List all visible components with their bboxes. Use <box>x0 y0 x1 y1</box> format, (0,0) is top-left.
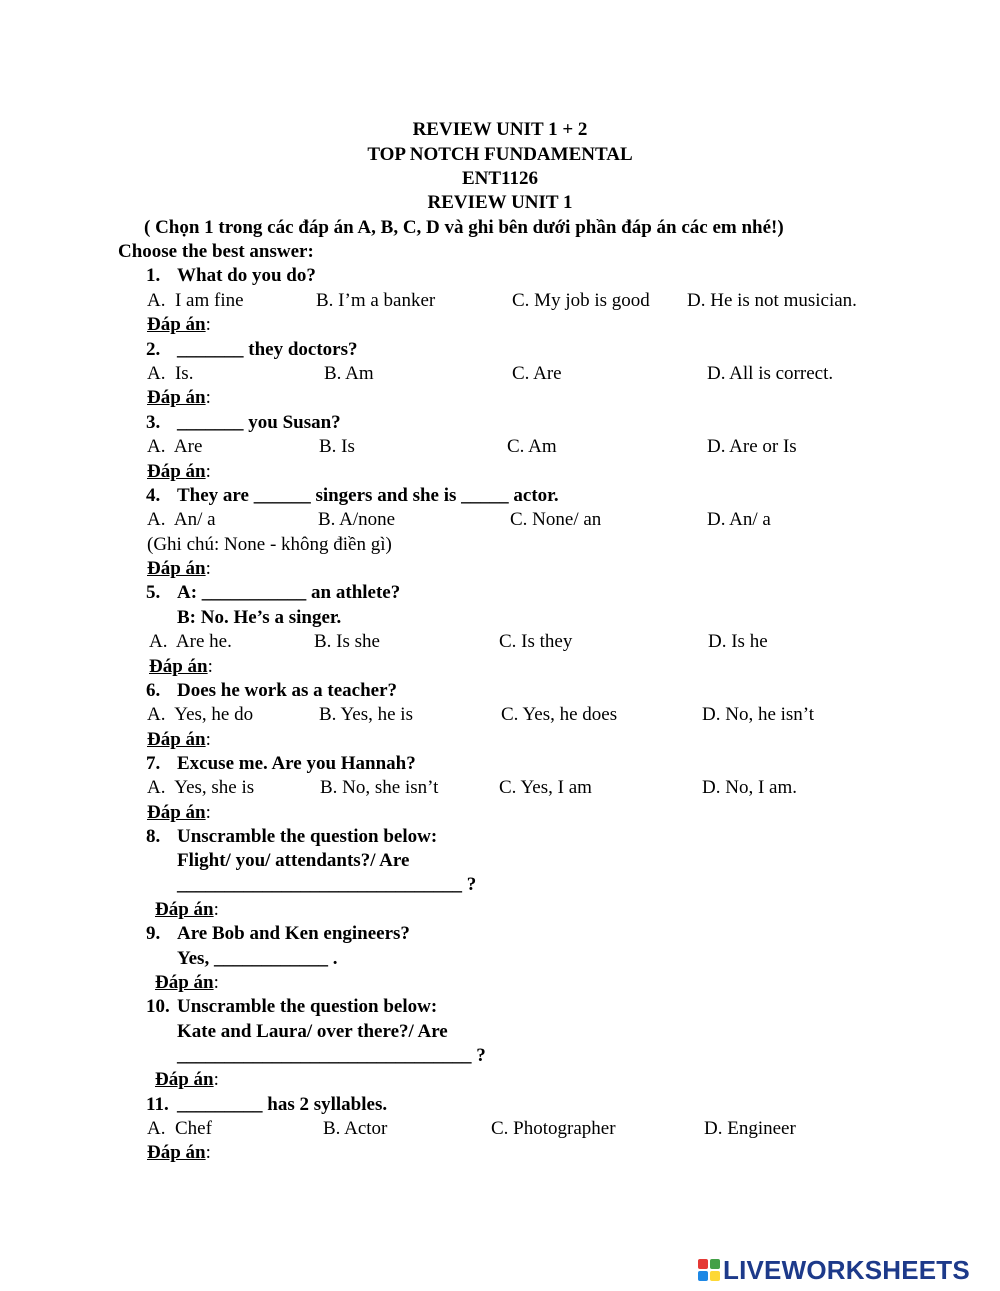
question-text: Unscramble the question below: <box>177 826 438 847</box>
option-b: B. Am <box>324 363 374 384</box>
logo-blocks-icon <box>698 1259 720 1281</box>
logo-block <box>710 1259 720 1269</box>
question-number: 1. <box>146 265 161 286</box>
question-text: Excuse me. Are you Hannah? <box>177 753 416 774</box>
question-number: 11. <box>146 1094 169 1115</box>
option-d: D. Are or Is <box>707 436 797 457</box>
title-line-3: ENT1126 <box>461 168 539 189</box>
question-text: _______ they doctors? <box>177 339 358 360</box>
option-c: C. Are <box>512 363 562 384</box>
answer-blank[interactable]: ______________________________ ? <box>177 874 477 895</box>
option-d: D. No, I am. <box>702 777 797 798</box>
question-number: 2. <box>146 339 161 360</box>
answer-label: Đáp án <box>155 1069 214 1090</box>
question-number: 4. <box>146 485 161 506</box>
option-b: B. A/none <box>318 509 396 530</box>
option-a: A. Are <box>147 436 203 457</box>
option-a: A. I am fine <box>147 290 244 311</box>
option-d: D. An/ a <box>707 509 771 530</box>
answer-line[interactable]: Đáp án: <box>147 558 211 579</box>
answer-label: Đáp án <box>147 461 206 482</box>
option-a: A. Is. <box>147 363 194 384</box>
answer-line[interactable]: Đáp án: <box>147 314 211 335</box>
option-c: C. Yes, he does <box>501 704 618 725</box>
option-c: C. Am <box>507 436 557 457</box>
answer-label: Đáp án <box>149 656 208 677</box>
option-a: A. Yes, she is <box>147 777 255 798</box>
note-text: (Ghi chú: None - không điền gì) <box>147 534 392 555</box>
logo-block <box>698 1271 708 1281</box>
answer-label: Đáp án <box>147 558 206 579</box>
option-b: B. Is <box>319 436 355 457</box>
option-b: B. I’m a banker <box>316 290 436 311</box>
logo-block <box>710 1271 720 1281</box>
question-text: A: ___________ an athlete? <box>177 582 401 603</box>
question-text: _________ has 2 syllables. <box>177 1094 388 1115</box>
answer-line[interactable]: Đáp án: <box>147 461 211 482</box>
answer-label: Đáp án <box>147 1142 206 1163</box>
answer-blank[interactable]: _______________________________ ? <box>177 1045 486 1066</box>
question-number: 8. <box>146 826 161 847</box>
question-text-2: Kate and Laura/ over there?/ Are <box>177 1021 448 1042</box>
answer-label: Đáp án <box>147 729 206 750</box>
answer-label: Đáp án <box>155 899 214 920</box>
title-line-1: REVIEW UNIT 1 + 2 <box>412 119 588 140</box>
question-text-2: B: No. He’s a singer. <box>177 607 342 628</box>
question-number: 10. <box>146 996 170 1017</box>
answer-line[interactable]: Đáp án: <box>155 1069 219 1090</box>
option-d: D. All is correct. <box>707 363 834 384</box>
option-d: D. He is not musician. <box>687 290 857 311</box>
answer-line[interactable]: Đáp án: <box>155 899 219 920</box>
logo-text: LIVEWORKSHEETS <box>723 1254 970 1285</box>
question-text: Does he work as a teacher? <box>177 680 398 701</box>
liveworksheets-logo[interactable] <box>698 1255 970 1285</box>
answer-label: Đáp án <box>147 387 206 408</box>
answer-label: Đáp án <box>147 314 206 335</box>
question-text: What do you do? <box>177 265 316 286</box>
option-b: B. Is she <box>314 631 380 652</box>
option-b: B. No, she isn’t <box>320 777 439 798</box>
answer-line[interactable]: Đáp án: <box>147 387 211 408</box>
logo-block <box>698 1259 708 1269</box>
question-number: 9. <box>146 923 161 944</box>
question-text-2[interactable]: Yes, ____________ . <box>177 948 338 969</box>
option-a: A. Are he. <box>149 631 232 652</box>
answer-label: Đáp án <box>147 802 206 823</box>
answer-label: Đáp án <box>155 972 214 993</box>
question-number: 5. <box>146 582 161 603</box>
title-line-4: REVIEW UNIT 1 <box>427 192 573 213</box>
question-number: 6. <box>146 680 161 701</box>
question-number: 3. <box>146 412 161 433</box>
option-b: B. Yes, he is <box>319 704 413 725</box>
answer-line[interactable]: Đáp án: <box>147 729 211 750</box>
question-text-2: Flight/ you/ attendants?/ Are <box>177 850 410 871</box>
instruction: ( Chọn 1 trong các đáp án A, B, C, D và ghi bên dưới phần đáp án các em nhé!) <box>144 217 784 238</box>
option-c: C. None/ an <box>510 509 602 530</box>
choose-heading: Choose the best answer: <box>118 241 314 262</box>
option-c: C. Is they <box>499 631 573 652</box>
question-text: They are ______ singers and she is _____ actor. <box>177 485 559 506</box>
option-c: C. Photographer <box>491 1118 616 1139</box>
option-c: C. Yes, I am <box>499 777 592 798</box>
answer-line[interactable]: Đáp án: <box>149 656 213 677</box>
option-b: B. Actor <box>323 1118 388 1139</box>
option-a: A. Yes, he do <box>147 704 254 725</box>
option-d: D. No, he isn’t <box>702 704 815 725</box>
question-text: _______ you Susan? <box>177 412 341 433</box>
question-text: Unscramble the question below: <box>177 996 438 1017</box>
question-text: Are Bob and Ken engineers? <box>177 923 410 944</box>
answer-line[interactable]: Đáp án: <box>147 802 211 823</box>
option-a: A. An/ a <box>147 509 216 530</box>
title-line-2: TOP NOTCH FUNDAMENTAL <box>367 144 633 165</box>
option-d: D. Engineer <box>704 1118 796 1139</box>
answer-line[interactable]: Đáp án: <box>155 972 219 993</box>
option-d: D. Is he <box>708 631 768 652</box>
question-number: 7. <box>146 753 161 774</box>
answer-line[interactable]: Đáp án: <box>147 1142 211 1163</box>
option-c: C. My job is good <box>512 290 650 311</box>
option-a: A. Chef <box>147 1118 212 1139</box>
